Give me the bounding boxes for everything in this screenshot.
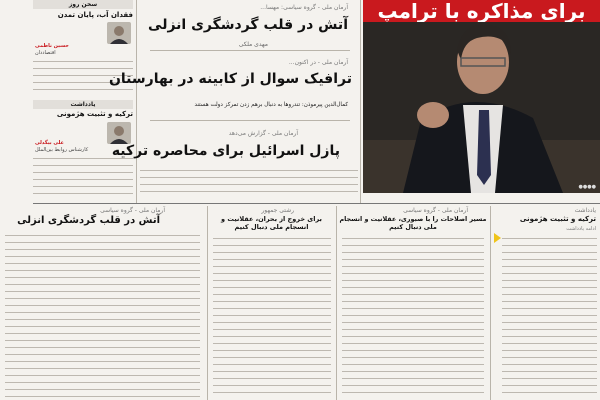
story3-headline[interactable]: پازل اسرائیل برای محاصره ترکیه (111, 143, 340, 159)
author2-name: علی بیگدلی (35, 140, 64, 146)
author2-photo (107, 122, 131, 144)
bottom-col3-kicker: آرمان ملی - گروه سیاسی (403, 207, 468, 214)
author1-photo (107, 22, 131, 44)
story-divider (150, 120, 350, 121)
yaddasht-header (33, 100, 133, 109)
author2-role: کارشناس روابط بین‌الملل (35, 147, 89, 153)
story2-headline[interactable]: ترافیک سوال از کابینه در بهارستان (108, 71, 352, 87)
bottom-col4-body (502, 235, 597, 397)
yaddasht-title: یادداشت (70, 101, 96, 108)
story2-sub: کمال‌الدین پیرموذن: تندروها به دنبال برهم زدن تمرکز دولت هستند (194, 102, 348, 108)
bottom-col4-sub: ادامه یادداشت (566, 226, 596, 232)
column-divider (136, 0, 137, 203)
author1-name: حسین ناظمی (35, 43, 69, 49)
story1-kicker: آرمان ملی - گروه سیاسی: مهسا... (260, 4, 348, 11)
author-avatar-icon (107, 22, 131, 44)
story1-headline[interactable]: آتش در قلب گردشگری انزلی (148, 17, 348, 33)
author-avatar-icon (107, 122, 131, 144)
story1-byline: مهدی ملکی (238, 41, 268, 48)
bottom-col3-body (342, 235, 484, 397)
sokhan-header (33, 0, 133, 9)
bottom-col4 (492, 205, 600, 400)
sokhan-title: سخن روز (68, 1, 98, 8)
bottom-col2-headline[interactable]: برای خروج از بحران، عقلانیت و انسجام ملی دنبال کنیم (221, 215, 322, 231)
yaddasht-body (33, 155, 133, 195)
story-divider (150, 50, 350, 51)
bottom-col1-body (5, 232, 200, 397)
story3-body (140, 167, 358, 197)
photo-credit: ●●●● (578, 184, 596, 190)
bottom-col2-body (213, 235, 331, 397)
center-top (108, 0, 358, 200)
column-divider (360, 0, 361, 203)
lead-banner-text: برای مذاکره با ترامپ (377, 0, 586, 22)
yaddasht-subtitle: ترکیه و تثبیت هژمونی (56, 110, 133, 118)
section-divider (33, 203, 600, 204)
bottom-col1-headline[interactable]: آتش در قلب گردشگری انزلی (17, 215, 160, 226)
column-divider (336, 206, 337, 400)
story2-kicker: آرمان ملی - در اکنون... (288, 59, 348, 66)
column-divider (207, 206, 208, 400)
bottom-col4-kicker: یادداشت (574, 207, 596, 214)
lead-banner (363, 0, 600, 22)
yellow-accent-arrow (494, 233, 501, 243)
person-photo-illustration (363, 0, 600, 193)
bottom-col1-kicker: آرمان ملی - گروه سیاسی (100, 207, 165, 214)
author1-role: اقتصاددان (35, 50, 56, 56)
lead-photo (363, 0, 600, 193)
bottom-col1 (0, 205, 205, 400)
bottom-col2 (209, 205, 334, 400)
bottom-col3 (338, 205, 488, 400)
sokhan-subtitle: فقدان آب، پایان تمدن (57, 11, 133, 19)
bottom-col3-headline[interactable]: مسیر اصلاحات را با صبوری، عقلانیت و انسجام ملی دنبال کنیم (339, 215, 487, 231)
column-divider (490, 206, 491, 400)
bottom-col4-headline[interactable]: ترکیه و تثبیت هژمونی (519, 215, 596, 223)
left-column (33, 0, 133, 215)
story3-kicker: آرمان ملی - گزارش می‌دهد (228, 130, 298, 137)
bottom-col2-kicker: رشتی جمهور (261, 207, 294, 214)
